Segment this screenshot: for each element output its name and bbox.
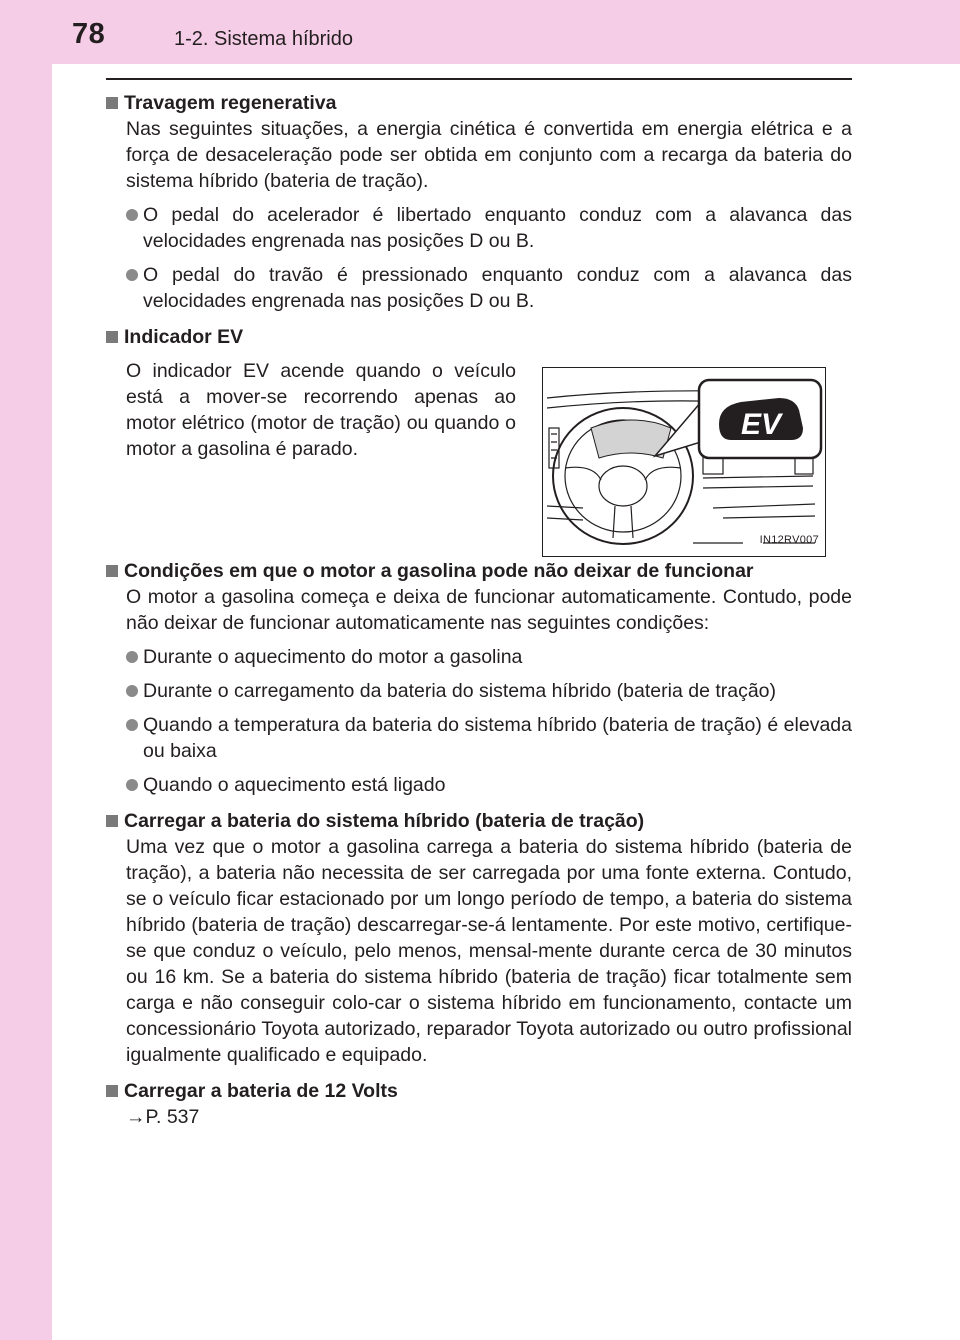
heading-ev (106, 324, 852, 350)
list-item (126, 644, 852, 670)
square-bullet-icon (106, 331, 118, 343)
page-content (106, 90, 852, 1130)
list-item (126, 202, 852, 254)
heading-regen-text: Travagem regenerativa (124, 92, 337, 114)
square-bullet-icon (106, 815, 118, 827)
page-number: 78 (72, 18, 106, 50)
heading-charge-12v-text: Carregar a bateria de 12 Volts (124, 1080, 398, 1102)
list-item-text: Durante o carregamento da bateria do sistema híbrido (bateria de tração) (143, 680, 777, 702)
round-bullet-icon (126, 651, 138, 663)
list-item-text: Durante o aquecimento do motor a gasolina (143, 646, 523, 668)
ev-block (106, 358, 852, 558)
round-bullet-icon (126, 719, 138, 731)
round-bullet-icon (126, 209, 138, 221)
list-item-text: O pedal do travão é pressionado enquanto conduz com a alavanca das velocidades engrenada nas posições D ou B. (143, 264, 852, 312)
heading-regen (106, 90, 852, 116)
page-reference-link[interactable]: →P. 537 (126, 1106, 200, 1128)
list-item (126, 678, 852, 704)
list-item-text: Quando a temperatura da bateria do sistema híbrido (bateria de tração) é elevada ou baixa (143, 714, 852, 762)
round-bullet-icon (126, 269, 138, 281)
ev-icon-label: EV (741, 408, 782, 441)
regen-intro: Nas seguintes situações, a energia cinética é convertida em energia elétrica e a força de desaceleração pode ser obtida em conjunto com a recarga da bateria do sistema híbrido (bateria de tração). (126, 118, 852, 192)
charge-hybrid-text: Uma vez que o motor a gasolina carrega a bateria do sistema híbrido (bateria de tração), a bateria não necessita de ser carregada por uma fonte externa. Contudo, se o veículo ficar estacionado por um longo período de tempo, a bateria do sistema híbrido (bateria de tração) descarregar-se-á lentamente. Por este motivo, certifique-se que conduz o veículo, pelo menos, mensal-mente durante cerca de 30 minutos ou 16 km. Se a bateria do sistema híbrido (bateria de tração) ficar totalmente sem carga e não conseguir colo-car o sistema híbrido em funcionamento, contacte um concessionário Toyota autorizado, reparador Toyota autorizado ou outro profissional igualmente qualificado e equipado. (126, 836, 852, 1066)
square-bullet-icon (106, 565, 118, 577)
list-item (126, 262, 852, 314)
heading-ev-text: Indicador EV (124, 326, 244, 348)
square-bullet-icon (106, 1085, 118, 1097)
heading-conditions (106, 558, 852, 584)
header-rule (106, 78, 852, 80)
heading-charge-hybrid (106, 808, 852, 834)
ev-description: O indicador EV acende quando o veículo está a mover-se recorrendo apenas ao motor elétrico (motor de tração) ou quando o motor a gasolina é parado. (126, 360, 516, 460)
square-bullet-icon (106, 97, 118, 109)
conditions-intro: O motor a gasolina começa e deixa de funcionar automaticamente. Contudo, pode não deixar de funcionar automaticamente nas seguintes condições: (126, 586, 852, 634)
round-bullet-icon (126, 685, 138, 697)
heading-charge-hybrid-text: Carregar a bateria do sistema híbrido (bateria de tração) (124, 810, 645, 832)
list-item (126, 772, 852, 798)
heading-conditions-text: Condições em que o motor a gasolina pode não deixar de funcionar (124, 560, 754, 582)
round-bullet-icon (126, 779, 138, 791)
list-item-text: O pedal do acelerador é libertado enquanto conduz com a alavanca das velocidades engrenada nas posições D ou B. (143, 204, 852, 252)
heading-charge-12v (106, 1078, 852, 1104)
list-item-text: Quando o aquecimento está ligado (143, 774, 446, 796)
ev-indicator-figure (542, 367, 826, 557)
figure-code: IN12RV007 (759, 534, 819, 546)
list-item (126, 712, 852, 764)
section-title: 1-2. Sistema híbrido (174, 28, 353, 50)
side-margin-strip (0, 0, 52, 1340)
